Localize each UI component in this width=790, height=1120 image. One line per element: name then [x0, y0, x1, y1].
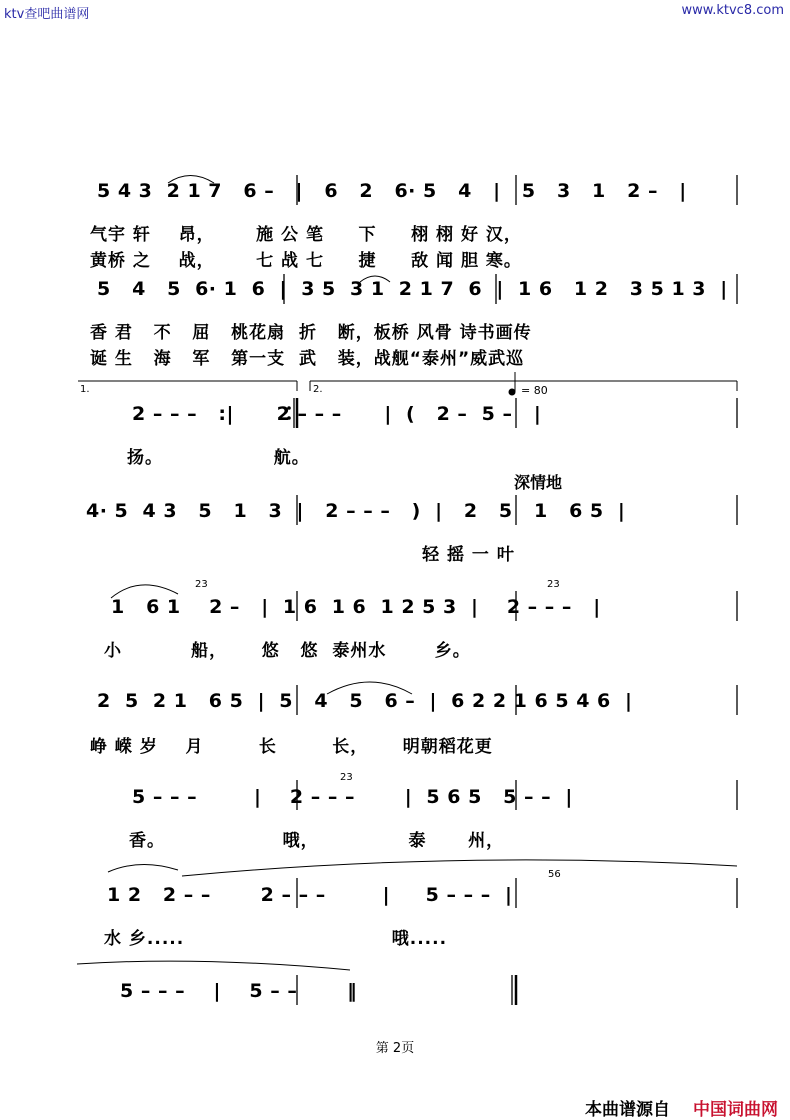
- notes-line: 2 – – – :| 2 – – – | ( 2 – 5 – |: [132, 403, 542, 425]
- notes-line: 2 5 2 1 6 5 | 5 4 5 6 – | 6 2 2 1 6 5 4 6 |: [97, 690, 633, 712]
- lyric-verse-2: 诞 生 海 军 第一支 武 装，战舰“泰州”威武巡: [90, 349, 525, 369]
- notes-line: 4· 5 4 3 5 1 3 | 2 – – – ) | 2 5 1 6 5 |: [86, 500, 626, 522]
- source-label: 本曲谱源自: [585, 1100, 670, 1120]
- lyric-verse-1: 香。 哦， 泰 州，: [129, 831, 505, 851]
- site-header-right: www.ktvc8.com: [681, 3, 784, 18]
- lyric-verse-1: 小 船， 悠 悠 泰州水 乡。: [104, 641, 471, 661]
- page-number: 第 2页: [375, 1041, 415, 1056]
- grace-note: 23: [547, 579, 560, 590]
- lyric-verse-1: 气宇 轩 昂， 施 公 笔 下 栩 栩 好 汉，: [90, 225, 522, 245]
- site-header-left: ktv查吧曲谱网: [4, 7, 90, 22]
- notes-line: 1 6 1 2 – | 1 6 1 6 1 2 5 3 | 2 – – – |: [111, 596, 601, 618]
- grace-note: 56: [548, 869, 561, 880]
- tempo-mark: = 80: [521, 384, 548, 397]
- grace-note: 23: [340, 772, 353, 783]
- source-site: 中国词曲网: [693, 1100, 778, 1120]
- volta-second: 2.: [313, 384, 323, 395]
- notes-line: 5 4 3 2 1 7 6 – | 6 2 6· 5 4 | 5 3 1 2 – |: [97, 180, 687, 202]
- notes-line: 5 – – – | 5 – – ‖: [120, 980, 358, 1002]
- lyric-verse-1: 扬。 航。: [127, 448, 310, 468]
- notes-line: 5 – – – | 2 – – – | 5 6 5 5 – – |: [132, 786, 573, 808]
- grace-note: 23: [195, 579, 208, 590]
- expression-mark: 深情地: [514, 473, 563, 492]
- volta-first: 1.: [80, 384, 90, 395]
- lyric-verse-2: 黄桥 之 战， 七 战 七 捷 敌 闻 胆 寒。: [90, 251, 522, 271]
- notes-line: 1 2 2 – – 2 – – – | 5 – – – |: [107, 884, 513, 906]
- lyric-verse-1: 轻 摇 一 叶: [90, 545, 515, 565]
- lyric-verse-1: 峥 嵘 岁 月 长 长， 明朝稻花更: [90, 737, 493, 757]
- lyric-verse-1: 香 君 不 屈 桃花扇 折 断，板桥 风骨 诗书画传: [90, 323, 532, 343]
- lyric-verse-1: 水 乡..... 哦.....: [104, 929, 448, 949]
- notes-line: 5 4 5 6· 1 6 | 3 5 3 1 2 1 7 6 | 1 6 1 2 3 5 1 3 |: [97, 278, 728, 300]
